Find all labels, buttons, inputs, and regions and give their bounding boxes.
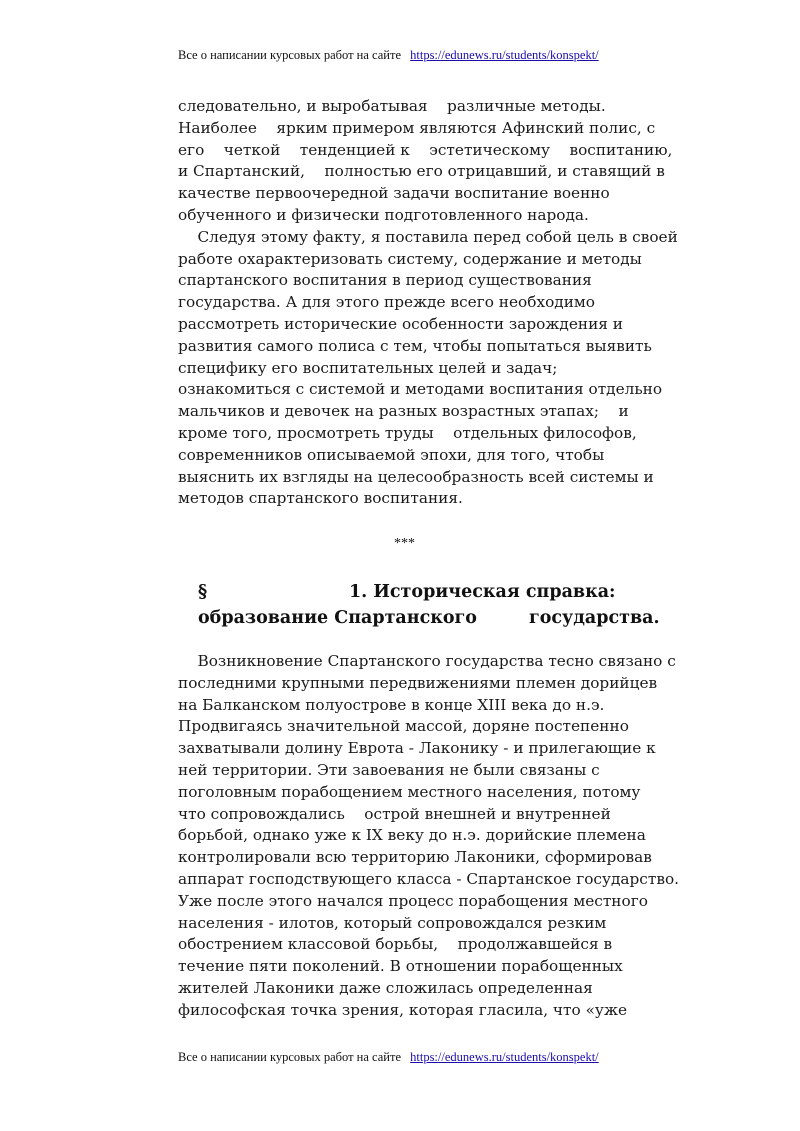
text-line: жителей Лаконики даже сложилась определенная: [178, 978, 593, 997]
text-line: следовательно, и выробатывая различные методы.: [178, 97, 606, 115]
section-separator: ***: [394, 536, 415, 551]
text-line: его четкой тенденцией к эстетическому воспитанию,: [178, 140, 673, 159]
text-line: аппарат господствующего класса - Спартанское государство.: [178, 869, 680, 888]
text-line: выяснить их взгляды на целесообразность всей системы и: [178, 467, 654, 486]
text-line: на Балканском полуострове в конце XIII века до н.э.: [178, 695, 605, 714]
footer-link[interactable]: https://edunews.ru/students/konspekt/: [410, 1050, 599, 1064]
text-line: современников описываемой эпохи, для того, чтобы: [178, 445, 605, 464]
text-line: обученного и физически подготовленного народа.: [178, 205, 589, 224]
section-title-part-3: государства.: [529, 608, 660, 628]
text-line: рассмотреть исторические особенности зарождения и: [178, 314, 623, 333]
text-line: поголовным порабощением местного населения, потому: [178, 782, 641, 801]
header-link[interactable]: https://edunews.ru/students/konspekt/: [410, 48, 599, 62]
text-line: населения - илотов, который сопровождался резким: [178, 913, 607, 932]
text-line: качестве первоочередной задачи воспитание военно: [178, 184, 610, 203]
top-paragraph: [178, 96, 698, 510]
text-line: спартанского воспитания в период существования: [178, 271, 592, 290]
page-footer: [178, 1050, 599, 1065]
footer-text: Все о написании курсовых работ на сайте: [178, 1050, 401, 1064]
text-line: философская точка зрения, которая гласила, что «уже: [178, 1000, 628, 1019]
bottom-paragraph: [178, 651, 698, 1022]
text-line: ней территории. Эти завоевания не были связаны с: [178, 760, 600, 779]
header-text: Все о написании курсовых работ на сайте: [178, 48, 401, 62]
text-line: специфику его воспитательных целей и задач;: [178, 358, 558, 377]
text-line: мальчиков и девочек на разных возрастных этапах; и: [178, 402, 629, 421]
text-line: кроме того, просмотреть труды отдельных философов,: [178, 423, 637, 442]
page-header: [178, 48, 599, 63]
text-line: государства. А для этого прежде всего необходимо: [178, 293, 596, 312]
text-line: что сопровождались острой внешней и внутренней: [178, 804, 611, 823]
section-title-part-1: 1. Историческая справка:: [349, 582, 616, 602]
text-line: Уже после этого начался процесс порабощения местного: [178, 891, 648, 910]
text-line: контролировали всю территорию Лаконики, сформировав: [178, 848, 652, 867]
text-line: течение пяти поколений. В отношении порабощенных: [178, 957, 623, 976]
text-line: Наиболее ярким примером являются Афинский полис, с: [178, 118, 656, 137]
text-line: Продвигаясь значительной массой, доряне постепенно: [178, 717, 629, 736]
text-line: работе охарактеризовать систему, содержание и методы: [178, 249, 642, 268]
text-line: захватывали долину Еврота - Лаконику - и прилегающие к: [178, 739, 656, 758]
text-line: ознакомиться с системой и методами воспитания отдельно: [178, 380, 663, 399]
text-line: борьбой, однако уже к IX веку до н.э. дорийские племена: [178, 826, 646, 845]
section-title-part-2: образование Спартанского: [198, 608, 477, 628]
text-line: и Спартанский, полностью его отрицавший, и ставящий в: [178, 162, 665, 181]
text-line: развития самого полиса с тем, чтобы попытаться выявить: [178, 336, 652, 355]
section-sign: §: [198, 582, 208, 602]
text-line: Следуя этому факту, я поставила перед собой цель в своей: [178, 227, 678, 246]
text-line: методов спартанского воспитания.: [178, 489, 463, 508]
text-line: Возникновение Спартанского государства тесно связано с: [178, 652, 676, 670]
text-line: последними крупными передвижениями племен дорийцев: [178, 673, 658, 692]
text-line: обострением классовой борьбы, продолжавшейся в: [178, 935, 613, 954]
